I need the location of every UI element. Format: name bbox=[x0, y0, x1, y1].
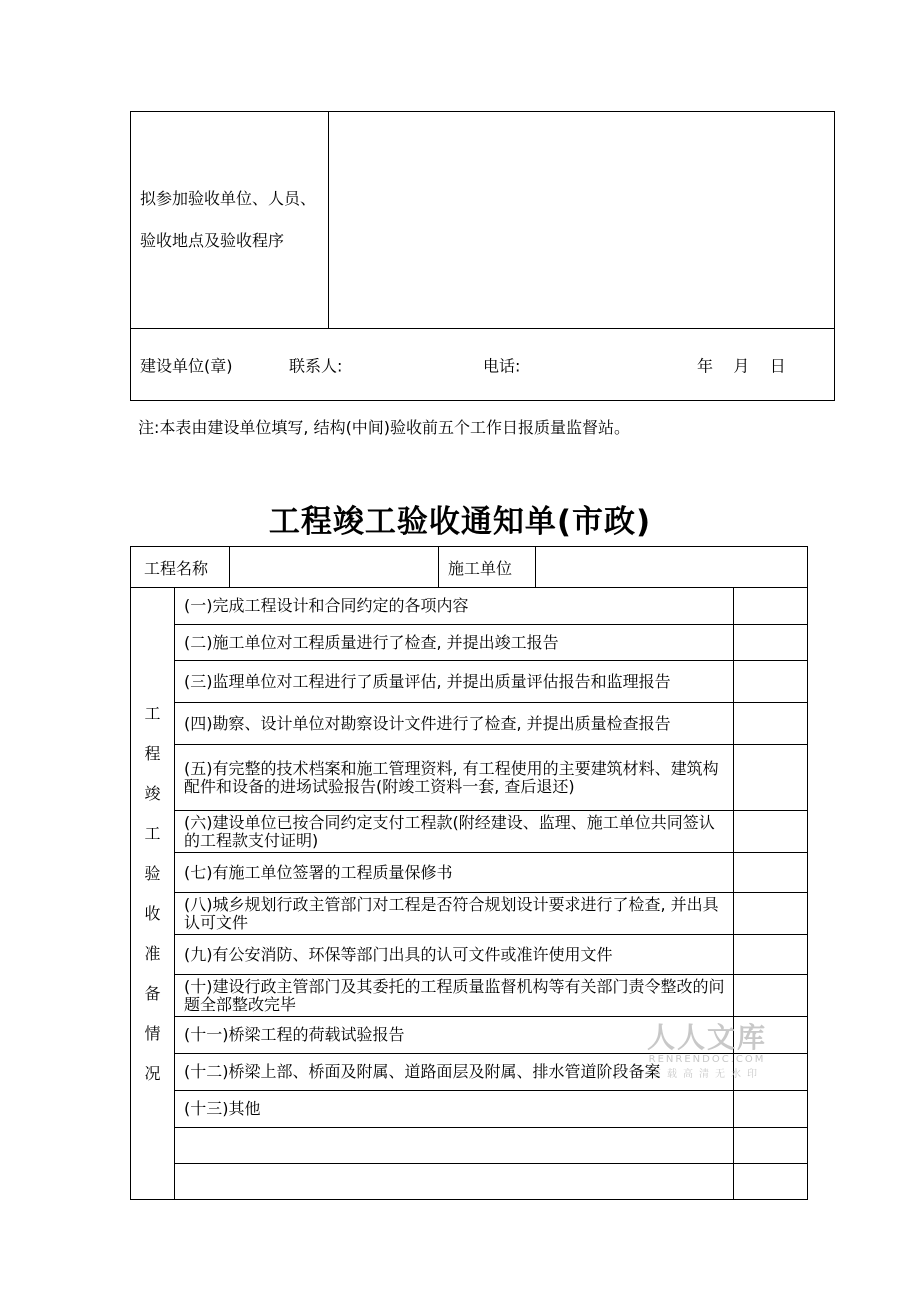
side-label-char: 工 bbox=[144, 823, 161, 843]
checklist-item-status-cell[interactable] bbox=[734, 1164, 808, 1200]
checklist-row bbox=[131, 703, 808, 745]
side-label-char: 工 bbox=[144, 703, 161, 723]
contact-label: 联系人: bbox=[289, 356, 343, 375]
checklist-item-text: (二)施工单位对工程质量进行了检查, 并提出竣工报告 bbox=[175, 625, 734, 661]
side-label-char: 况 bbox=[144, 1063, 161, 1083]
watermark bbox=[647, 1016, 767, 1080]
side-label-char: 收 bbox=[144, 903, 161, 923]
participants-value-cell[interactable] bbox=[329, 112, 835, 329]
watermark-url: RENRENDOC.COM bbox=[648, 1054, 766, 1065]
watermark-title: 人人文库 bbox=[647, 1021, 768, 1054]
checklist-item-status-cell[interactable] bbox=[734, 935, 808, 975]
checklist-row bbox=[131, 853, 808, 893]
checklist-item-status-cell[interactable] bbox=[734, 853, 808, 893]
date-label: 年 月 日 bbox=[697, 356, 786, 375]
checklist-item-status-cell[interactable] bbox=[734, 703, 808, 745]
checklist-item-status-cell[interactable] bbox=[734, 1128, 808, 1164]
checklist-row bbox=[131, 975, 808, 1017]
completion-notice-table bbox=[130, 546, 808, 1200]
checklist-item-text bbox=[175, 1128, 734, 1164]
checklist-row bbox=[131, 588, 808, 625]
signature-row bbox=[131, 329, 835, 401]
contractor-value-cell[interactable] bbox=[536, 547, 808, 588]
participants-label-cell bbox=[131, 112, 329, 329]
acceptance-arrangement-table bbox=[130, 111, 835, 401]
checklist-item-status-cell[interactable] bbox=[734, 811, 808, 853]
checklist-item-text: (十二)桥梁上部、桥面及附属、道路面层及附属、排水管道阶段备案 bbox=[175, 1054, 734, 1091]
participants-label: 拟参加验收单位、人员、验收地点及验收程序 bbox=[140, 189, 317, 250]
checklist-row bbox=[131, 625, 808, 661]
checklist-item-text: (四)勘察、设计单位对勘察设计文件进行了检查, 并提出质量检查报告 bbox=[175, 703, 734, 745]
builder-seal-label: 建设单位(章) bbox=[140, 356, 233, 375]
checklist-row bbox=[131, 811, 808, 853]
checklist-item-text bbox=[175, 1164, 734, 1200]
checklist-item-text: (八)城乡规划行政主管部门对工程是否符合规划设计要求进行了检查, 并出具认可文件 bbox=[175, 893, 734, 935]
side-label-char: 程 bbox=[144, 743, 161, 763]
checklist-row bbox=[131, 1128, 808, 1164]
checklist-item-text: (三)监理单位对工程进行了质量评估, 并提出质量评估报告和监理报告 bbox=[175, 661, 734, 703]
checklist-row bbox=[131, 661, 808, 703]
checklist-item-status-cell[interactable] bbox=[734, 625, 808, 661]
checklist-item-status-cell[interactable] bbox=[734, 588, 808, 625]
checklist-item-text: (一)完成工程设计和合同约定的各项内容 bbox=[175, 588, 734, 625]
phone-label: 电话: bbox=[483, 356, 521, 375]
checklist-row bbox=[131, 1091, 808, 1128]
side-label-char: 情 bbox=[144, 1023, 161, 1043]
checklist-item-text: (十)建设行政主管部门及其委托的工程质量监督机构等有关部门责令整改的问题全部整改完毕 bbox=[175, 975, 734, 1017]
checklist-item-text: (六)建设单位已按合同约定支付工程款(附经建设、监理、施工单位共同签认的工程款支付证明) bbox=[175, 811, 734, 853]
checklist-row bbox=[131, 935, 808, 975]
checklist-item-text: (五)有完整的技术档案和施工管理资料, 有工程使用的主要建筑材料、建筑构配件和设备的进场试验报告(附竣工资料一套, 查后退还) bbox=[175, 745, 734, 811]
checklist-item-text: (七)有施工单位签署的工程质量保修书 bbox=[175, 853, 734, 893]
checklist-item-text: (九)有公安消防、环保等部门出具的认可文件或准许使用文件 bbox=[175, 935, 734, 975]
checklist-item-status-cell[interactable] bbox=[734, 975, 808, 1017]
checklist-item-text: (十一)桥梁工程的荷载试验报告 bbox=[175, 1017, 734, 1054]
side-label-char: 验 bbox=[144, 863, 161, 883]
side-label-char: 备 bbox=[144, 983, 161, 1003]
checklist-item-status-cell[interactable] bbox=[734, 661, 808, 703]
watermark-subtitle: 下载高清无水印 bbox=[651, 1069, 763, 1080]
checklist-row bbox=[131, 893, 808, 935]
checklist-row bbox=[131, 745, 808, 811]
checklist-row bbox=[131, 1164, 808, 1200]
side-label-char: 竣 bbox=[144, 783, 161, 803]
checklist-item-status-cell[interactable] bbox=[734, 893, 808, 935]
project-name-label-cell bbox=[131, 547, 230, 588]
checklist-item-status-cell[interactable] bbox=[734, 745, 808, 811]
form-note: 注:本表由建设单位填写, 结构(中间)验收前五个工作日报质量监督站。 bbox=[138, 418, 631, 437]
checklist-item-status-cell[interactable] bbox=[734, 1091, 808, 1128]
document-title: 工程竣工验收通知单(市政) bbox=[268, 504, 652, 540]
checklist-item-text: (十三)其他 bbox=[175, 1091, 734, 1128]
project-name-value-cell[interactable] bbox=[230, 547, 439, 588]
contractor-label: 施工单位 bbox=[448, 558, 513, 578]
readiness-side-label bbox=[131, 588, 175, 1200]
side-label-char: 准 bbox=[144, 943, 161, 963]
project-name-label: 工程名称 bbox=[144, 558, 209, 578]
contractor-label-cell bbox=[439, 547, 536, 588]
